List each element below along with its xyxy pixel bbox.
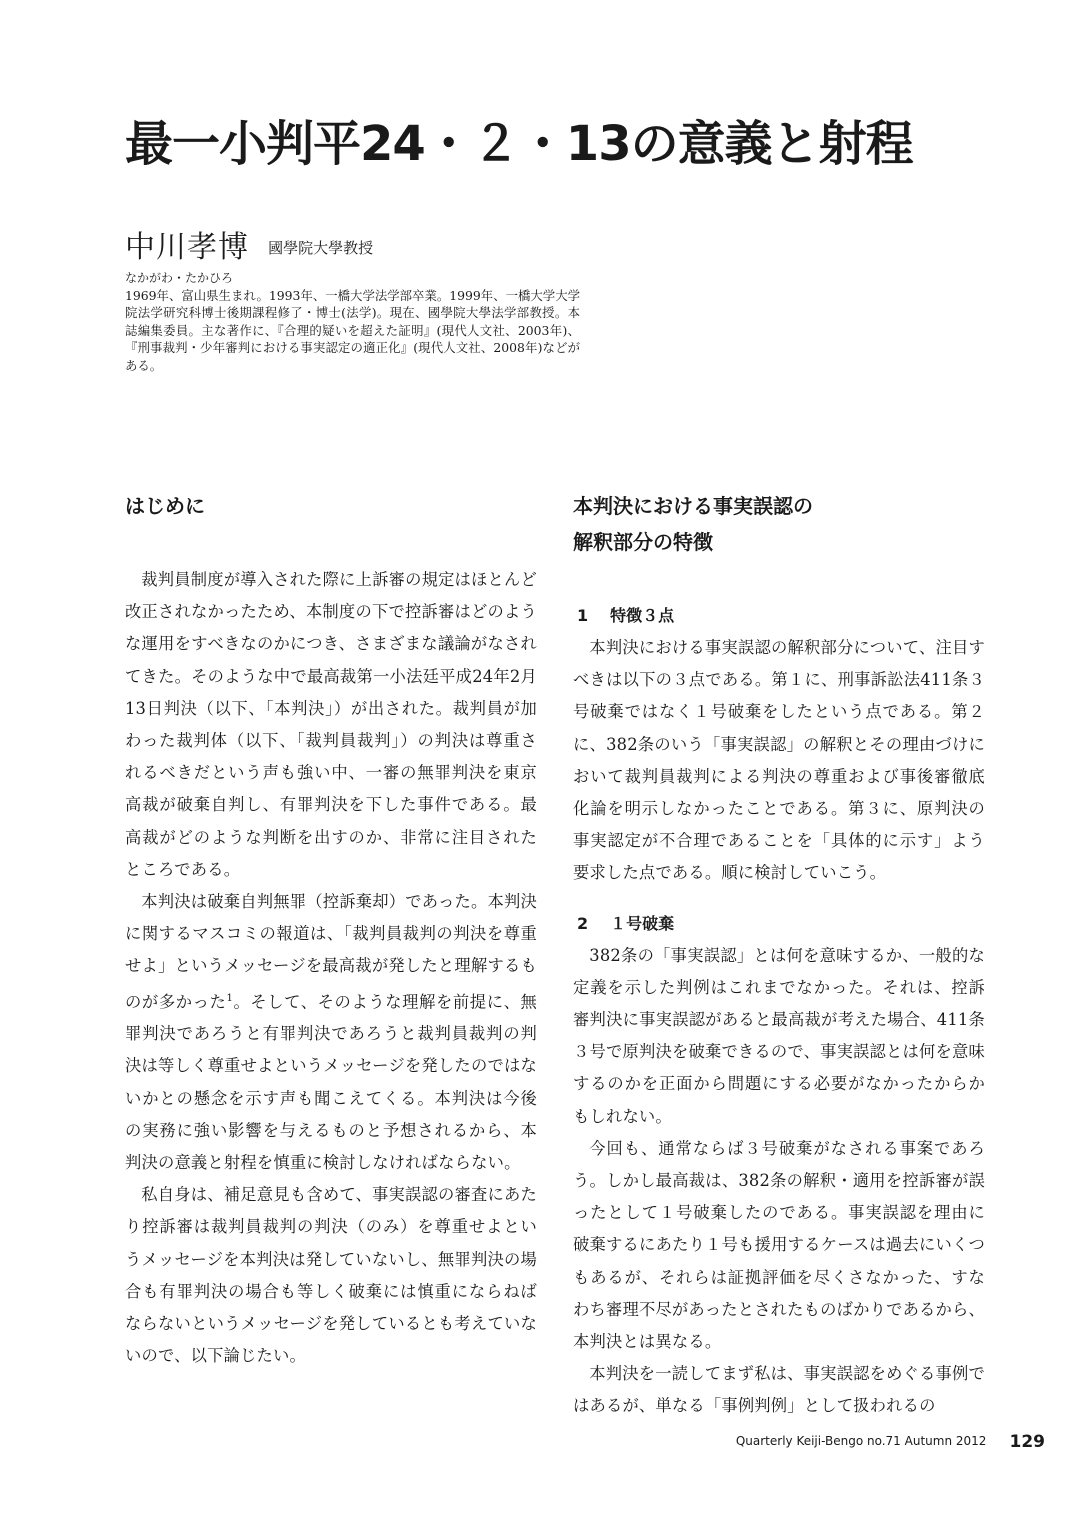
author-block — [125, 228, 580, 374]
body-paragraph: 裁判員制度が導入された際に上訴審の規定はほとんど改正されなかったため、本制度の下で控訴審はどのような運用をすべきなのかにつき、さまざまな議論がなされてきた。そのような中で最高裁第一小法廷平成24年2月13日判決（以下、「本判決」）が出された。裁判員が加わった裁判体（以下、「裁判員裁判」）の判決は尊重されるべきだという声も強い中、一審の無罪判決を東京高裁が破棄自判し、有罪判決を下した事件である。最高裁がどのような判断を出すのか、非常に注目されたところである。 — [125, 570, 537, 879]
heading-line: 解釈部分の特徴 — [573, 530, 713, 554]
page-footer — [736, 1432, 1045, 1452]
body-paragraph-with-footnote — [125, 886, 537, 1179]
right-column — [573, 488, 985, 1423]
left-column — [125, 488, 537, 1373]
body-paragraph: 本判決における事実誤認の解釈部分について、注目すべきは以下の３点である。第１に、刑事訴訟法411条３号破棄ではなく１号破棄をしたという点である。第２に、382条のいう「事実誤認」の解釈とその理由づけにおいて裁判員裁判による判決の尊重および事後審徹底化論を明示しなかったことである。第３に、原判決の事実認定が不合理であることを「具体的に示す」よう要求した点である。順に検討していこう。 — [573, 638, 985, 883]
body-text: 本判決は破棄自判無罪（控訴棄却）であった。本判決に関するマスコミの報道は、「裁判員裁判の判決を尊重せよ」というメッセージを最高裁が発したと理解するものが多かった — [125, 892, 537, 1012]
subsection-number: 2 — [577, 913, 589, 933]
subsection-number: 1 — [577, 606, 589, 625]
heading-line: 本判決における事実誤認の — [573, 494, 813, 518]
subsection-heading-2 — [573, 908, 985, 940]
body-paragraph: 私自身は、補足意見も含めて、事実誤認の審査にあたり控訴審は裁判員裁判の判決（のみ）を尊重せよというメッセージを本判決は発していないし、無罪判決の場合も有罪判決の場合も等しく破棄には慎重にならねばならないというメッセージを発しているとも考えていないので、以下論じたい。 — [125, 1185, 537, 1366]
footnote-ref[interactable]: 1 — [226, 992, 234, 1004]
body-paragraph: 今回も、通常ならば３号破棄がなされる事案であろう。しかし最高裁は、382条の解釈・適用を控訴審が誤ったとして１号破棄したのである。事実誤認を理由に破棄するにあたり１号も援用するケースは過去にいくつもあるが、それらは証拠評価を尽くさなかった、すなわち審理不尽があったとされたものばかりであるから、本判決とは異なる。 — [573, 1138, 985, 1352]
subsection-heading-1 — [573, 600, 985, 632]
journal-name: Quarterly Keiji-Bengo no.71 Autumn 2012 — [735, 1434, 987, 1448]
section-heading-introduction: はじめに — [125, 494, 205, 518]
body-paragraph: 本判決を一読してまず私は、事実誤認をめぐる事例ではあるが、単なる「事例判例」として扱われるの — [573, 1364, 985, 1416]
subsection-title: １号破棄 — [610, 913, 675, 933]
author-name: 中川孝博 — [125, 230, 249, 265]
article-title: 最一小判平24・２・13の意義と射程 — [125, 116, 913, 172]
section-heading-interpretation — [573, 488, 985, 560]
body-text: 。そして、そのような理解を前提に、無罪判決であろうと有罪判決であろうと裁判員裁判の判決は等しく尊重せよというメッセージを発したのではないかとの懸念を示す声も聞こえてくる。本判決は今後の実務に強い影響を与えるものと予想されるから、本判決の意義と射程を慎重に検討しなければならない。 — [125, 992, 538, 1173]
subsection-title: 特徴３点 — [610, 606, 675, 625]
author-line — [125, 228, 580, 268]
author-affiliation: 國學院大學教授 — [268, 239, 374, 257]
body-paragraph: 382条の「事実誤認」とは何を意味するか、一般的な定義を示した判例はこれまでなかった。それは、控訴審判決に事実誤認があると最高裁が考えた場合、411条３号で原判決を破棄できるので、事実誤認とは何を意味するのかを正面から問題にする必要がなかったからかもしれない。 — [573, 945, 985, 1126]
author-reading: なかがわ・たかひろ — [125, 271, 234, 285]
spacer — [573, 890, 985, 908]
author-bio: 1969年、富山県生まれ。1993年、一橋大学法学部卒業。1999年、一橋大学大学院法学研究科博士後期課程修了・博士(法学)。現在、國學院大學法学部教授。本誌編集委員。主な著作に、『合理的疑いを超えた証明』(現代人文社、2003年)、『刑事裁判・少年審判における事実認定の適正化』(現代人文社、2008年)などがある。 — [125, 288, 580, 373]
page-number: 129 — [1009, 1432, 1045, 1452]
